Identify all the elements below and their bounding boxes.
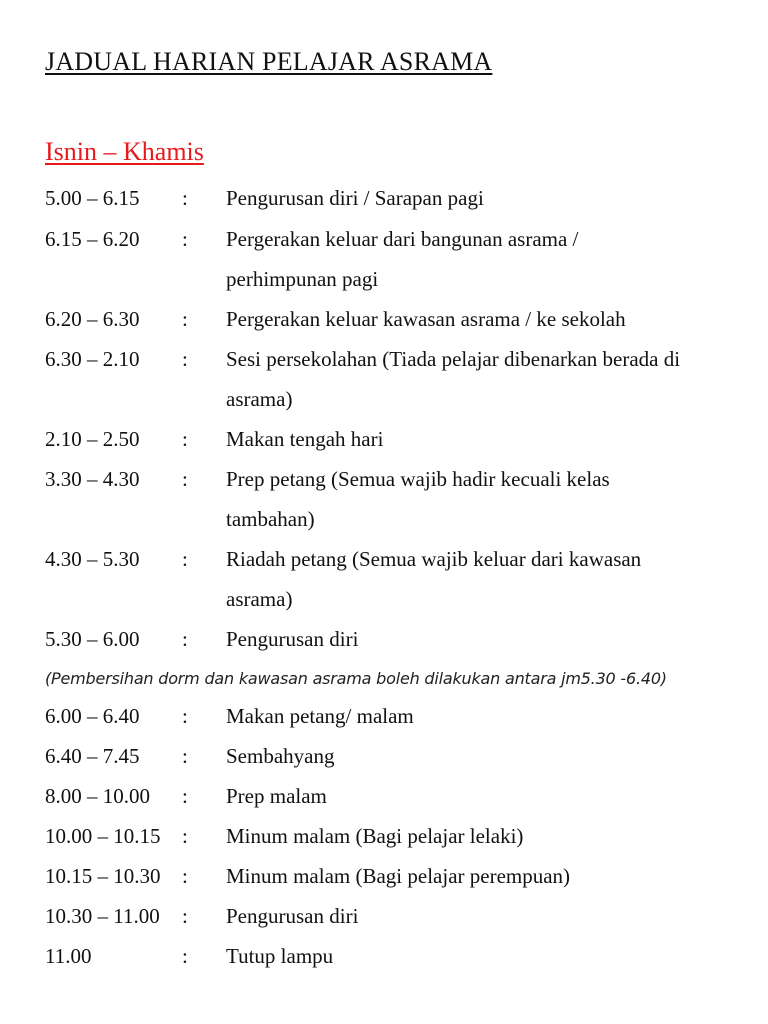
schedule-separator: : xyxy=(182,704,188,728)
schedule-activity: Pengurusan diri / Sarapan pagi xyxy=(226,186,484,210)
schedule-row xyxy=(0,544,768,574)
schedule-note: (Pembersihan dorm dan kawasan asrama boleh dilakukan antara jm5.30 -6.40) xyxy=(45,669,667,688)
schedule-time: 2.10 – 2.50 xyxy=(45,427,140,451)
schedule-time: 10.30 – 11.00 xyxy=(45,904,160,928)
schedule-separator: : xyxy=(182,347,188,371)
schedule-activity: Minum malam (Bagi pelajar perempuan) xyxy=(226,864,571,888)
schedule-separator: : xyxy=(182,467,188,491)
schedule-row xyxy=(0,861,768,891)
schedule-time: 8.00 – 10.00 xyxy=(45,784,150,808)
schedule-activity: Prep malam xyxy=(226,784,327,808)
schedule-separator: : xyxy=(182,784,188,808)
schedule-activity-continuation: perhimpunan pagi xyxy=(226,267,379,291)
schedule-time: 5.30 – 6.00 xyxy=(45,627,140,651)
schedule-row xyxy=(0,781,768,811)
schedule-separator: : xyxy=(182,944,188,968)
schedule-time: 10.00 – 10.15 xyxy=(45,824,161,848)
schedule-row xyxy=(0,424,768,454)
schedule-separator: : xyxy=(182,186,188,210)
schedule-row xyxy=(0,304,768,334)
schedule-activity: Makan petang/ malam xyxy=(226,704,414,728)
schedule-separator: : xyxy=(182,904,188,928)
schedule-activity-continuation: asrama) xyxy=(226,587,293,611)
schedule-row xyxy=(0,224,768,254)
schedule-row xyxy=(0,464,768,494)
schedule-row xyxy=(0,901,768,931)
schedule-activity-continuation: asrama) xyxy=(226,387,293,411)
schedule-separator: : xyxy=(182,227,188,251)
schedule-activity: Pengurusan diri xyxy=(226,904,359,928)
schedule-separator: : xyxy=(182,547,188,571)
schedule-time: 6.40 – 7.45 xyxy=(45,744,140,768)
schedule-time: 11.00 xyxy=(45,944,92,968)
schedule-separator: : xyxy=(182,627,188,651)
schedule-separator: : xyxy=(182,824,188,848)
schedule-time: 6.15 – 6.20 xyxy=(45,227,140,251)
schedule-activity: Pengurusan diri xyxy=(226,627,359,651)
schedule-separator: : xyxy=(182,427,188,451)
schedule-row xyxy=(0,821,768,851)
schedule-row xyxy=(0,741,768,771)
schedule-separator: : xyxy=(182,864,188,888)
schedule-activity-continuation: tambahan) xyxy=(226,507,315,531)
schedule-row xyxy=(0,701,768,731)
schedule-time: 10.15 – 10.30 xyxy=(45,864,161,888)
schedule-activity: Riadah petang (Semua wajib keluar dari kawasan xyxy=(226,547,642,571)
schedule-time: 6.30 – 2.10 xyxy=(45,347,140,371)
schedule-time: 3.30 – 4.30 xyxy=(45,467,140,491)
document-title: JADUAL HARIAN PELAJAR ASRAMA xyxy=(45,47,493,76)
schedule-row xyxy=(0,624,768,654)
schedule-time: 6.00 – 6.40 xyxy=(45,704,140,728)
schedule-activity: Pergerakan keluar kawasan asrama / ke sekolah xyxy=(226,307,626,331)
schedule-activity: Pergerakan keluar dari bangunan asrama / xyxy=(226,227,579,251)
schedule-activity: Sesi persekolahan (Tiada pelajar dibenarkan berada di xyxy=(226,347,681,371)
schedule-time: 5.00 – 6.15 xyxy=(45,186,140,210)
schedule-row xyxy=(0,344,768,374)
schedule-activity: Makan tengah hari xyxy=(226,427,384,451)
schedule-activity: Tutup lampu xyxy=(226,944,334,968)
schedule-separator: : xyxy=(182,744,188,768)
schedule-time: 4.30 – 5.30 xyxy=(45,547,140,571)
schedule-activity: Prep petang (Semua wajib hadir kecuali kelas xyxy=(226,467,610,491)
schedule-row xyxy=(0,941,768,971)
schedule-activity: Sembahyang xyxy=(226,744,335,768)
schedule-separator: : xyxy=(182,307,188,331)
schedule-time: 6.20 – 6.30 xyxy=(45,307,140,331)
section-heading: Isnin – Khamis xyxy=(45,137,204,166)
schedule-activity: Minum malam (Bagi pelajar lelaki) xyxy=(226,824,524,848)
schedule-row xyxy=(0,183,768,213)
